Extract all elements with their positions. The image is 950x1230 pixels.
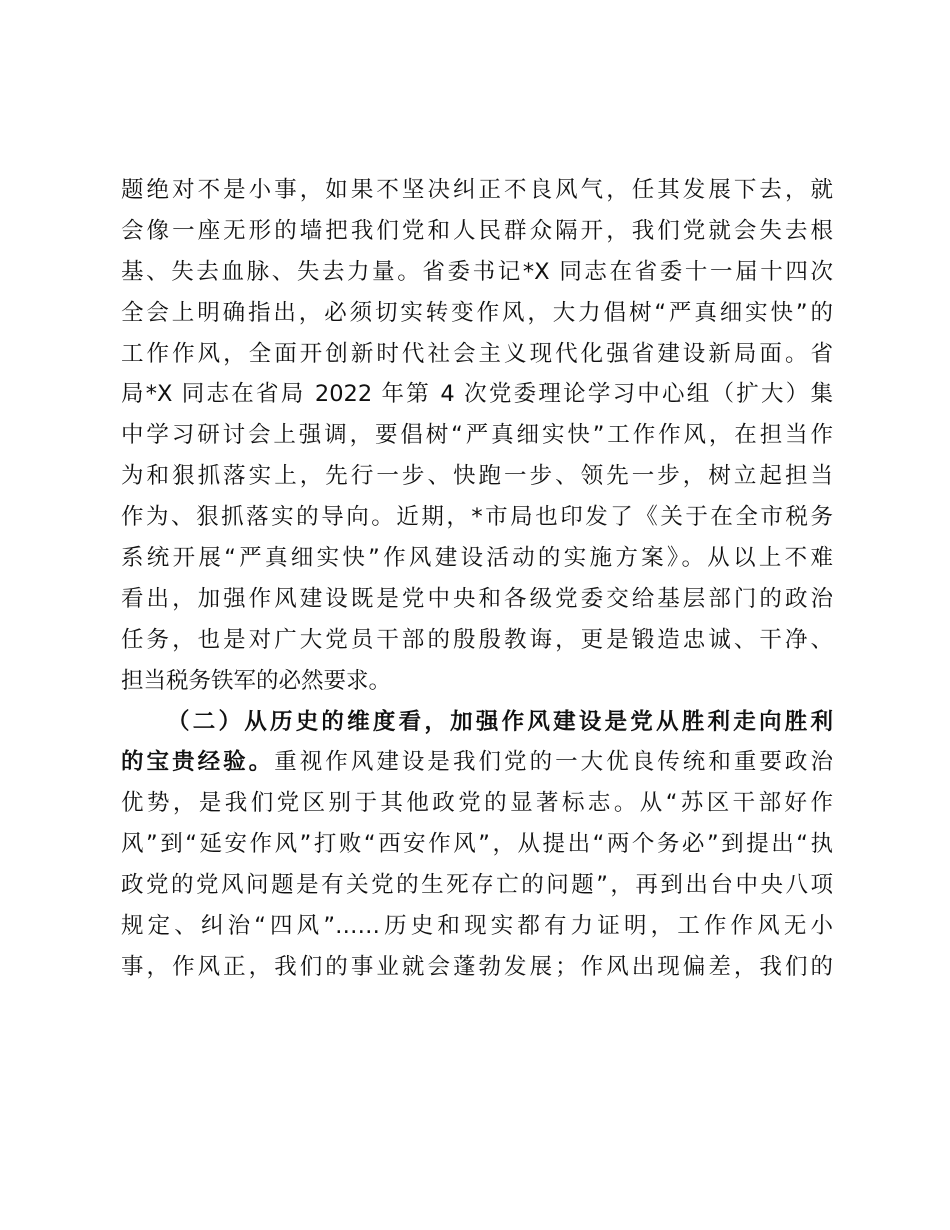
text-line: 风”到“延安作风”打败“西安作风”，从提出“两个务必”到提出“执: [121, 831, 833, 858]
text-line: 看出，加强作风建设既是党中央和各级党委交给基层部门的政治: [121, 585, 833, 612]
paragraph-2: [121, 702, 833, 988]
text-line: 基、失去血脉、失去力量。省委书记*X 同志在省委十一届十四次: [121, 258, 833, 285]
text-line: 工作作风，全面开创新时代社会主义现代化强省建设新局面。省: [121, 340, 833, 367]
text-line: 作为、狠抓落实的导向。近期，*市局也印发了《关于在全市税务: [121, 504, 833, 531]
text-line: 政党的党风问题是有关党的生死存亡的问题”，再到出台中央八项: [121, 872, 833, 899]
text-line: 系统开展“严真细实快”作风建设活动的实施方案》。从以上不难: [121, 545, 833, 572]
text-line: [121, 742, 833, 783]
text-line: 中学习研讨会上强调，要倡树“严真细实快”工作作风，在担当作: [121, 422, 833, 449]
text-line: 担当税务铁军的必然要求。: [121, 667, 392, 694]
text-line: 任务，也是对广大党员干部的殷殷教诲，更是锻造忠诚、干净、: [121, 626, 833, 653]
text-line: 优势，是我们党区别于其他政党的显著标志。从“苏区干部好作: [121, 790, 833, 817]
paragraph-1: [121, 170, 833, 702]
document-body: [121, 170, 833, 988]
text-line: 会像一座无形的墙把我们党和人民群众隔开，我们党就会失去根: [121, 217, 833, 244]
section-heading: （二）从历史的维度看，加强作风建设是党从胜利走向胜利: [167, 708, 833, 735]
text-span: 重视作风建设是我们党的一大优良传统和重要政治: [274, 749, 833, 776]
text-line: 全会上明确指出，必须切实转变作风，大力倡树“严真细实快”的: [121, 299, 833, 326]
text-line: 规定、纠治“四风”……历史和现实都有力证明，工作作风无小: [121, 913, 833, 940]
text-line: 局*X 同志在省局 2022 年第 4 次党委理论学习中心组（扩大）集: [121, 381, 833, 408]
text-line: 事，作风正，我们的事业就会蓬勃发展；作风出现偏差，我们的: [121, 953, 833, 980]
section-heading-end: 的宝贵经验。: [121, 749, 275, 776]
text-line: 为和狠抓落实上，先行一步、快跑一步、领先一步，树立起担当: [121, 463, 833, 490]
text-line: 题绝对不是小事，如果不坚决纠正不良风气，任其发展下去，就: [121, 177, 833, 203]
